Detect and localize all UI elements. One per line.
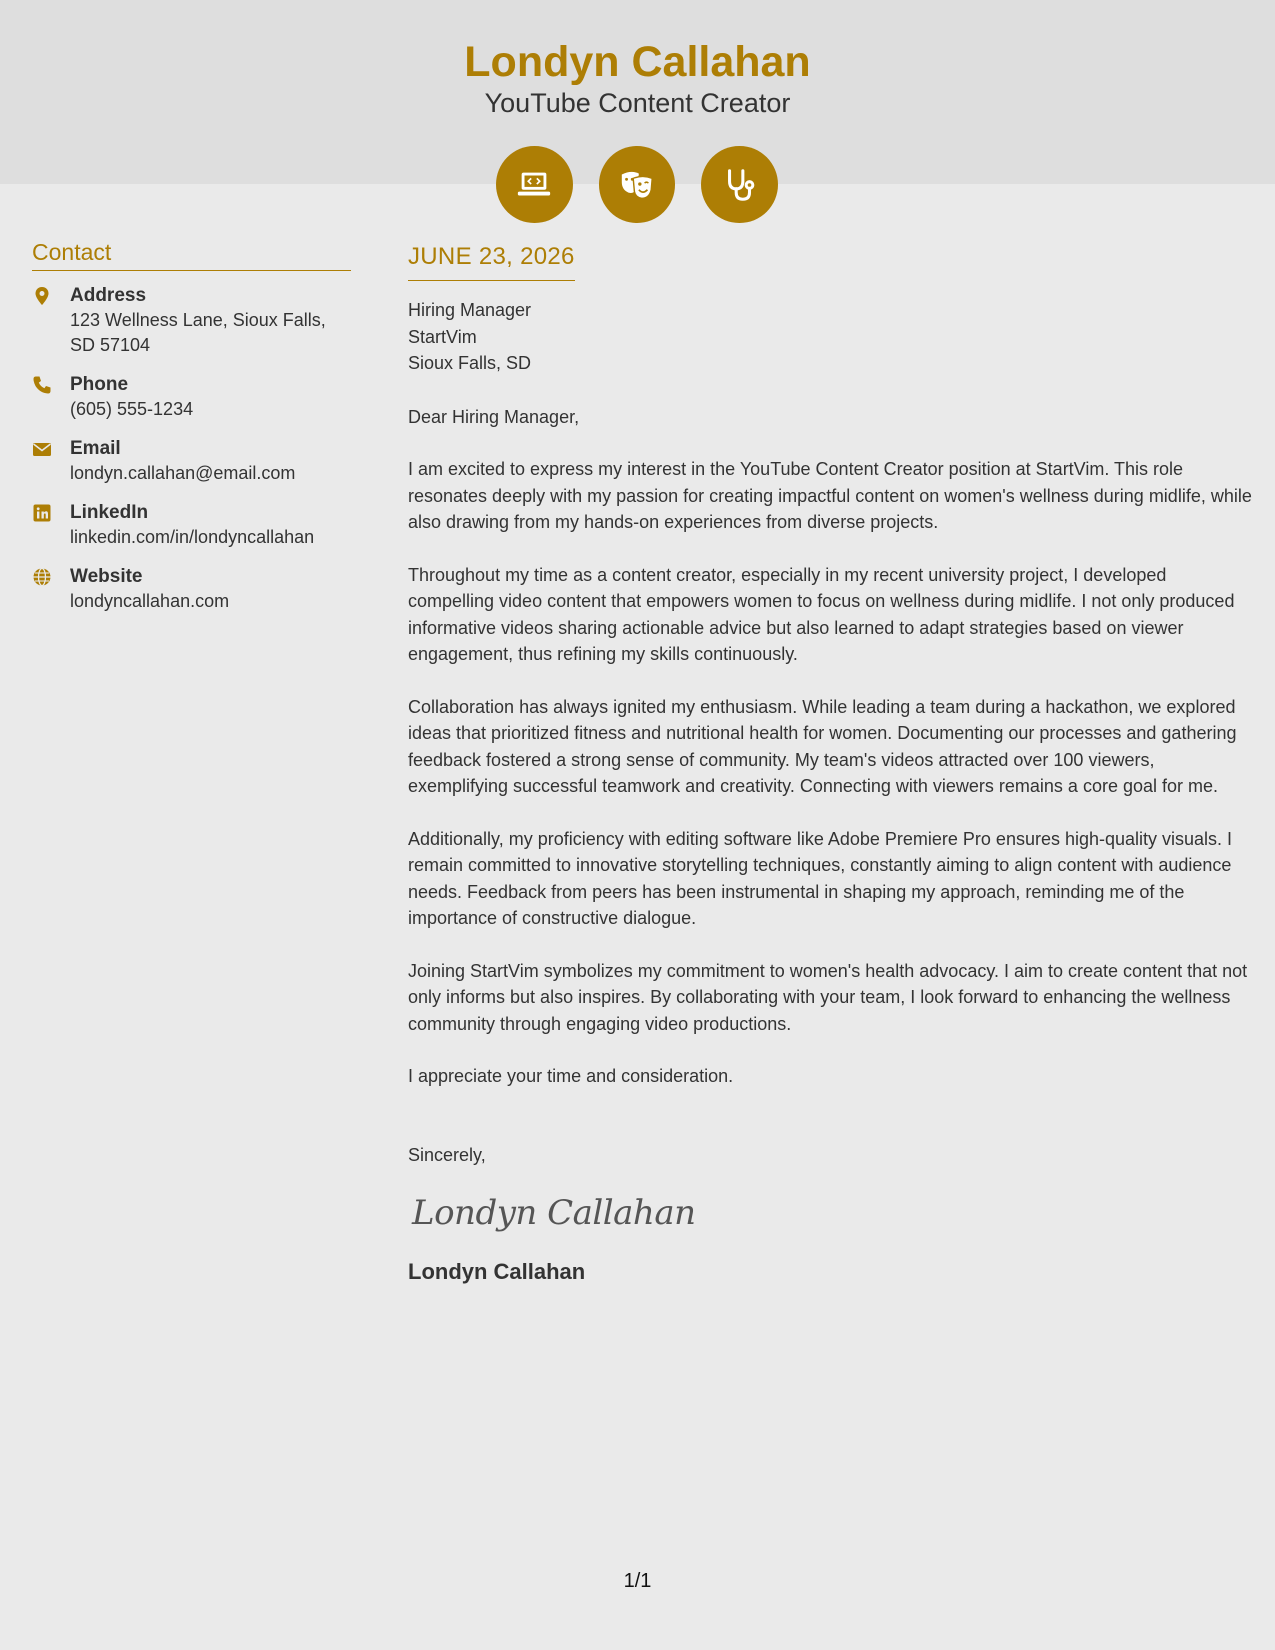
paragraph: Joining StartVim symbolizes my commitment to women's health advocacy. I aim to create content that not only informs but also inspires. By collaborating with your team, I look forward to enhancing the wellness community through engaging video productions. bbox=[408, 960, 1248, 1034]
paragraph: I am excited to express my interest in the YouTube Content Creator position at StartVim. This role resonates deeply with my passion for creating impactful content on women's wellness during midlife, while also drawing from my hands-on experiences from diverse projects. bbox=[408, 459, 1252, 532]
contact-list bbox=[32, 283, 351, 614]
header-icons bbox=[496, 146, 778, 223]
contact-value: (605) 555-1234 bbox=[70, 399, 194, 419]
paragraph: Additionally, my proficiency with editing software like Adobe Premiere Pro ensures high-quality visuals. I remain committed to innovative storytelling techniques, constantly aiming to align content with audience needs. Feedback from peers has been instrumental in shaping my approach, reminding me of the importance of constructive dialogue. bbox=[408, 828, 1233, 928]
theater-masks-icon bbox=[599, 146, 676, 223]
contact-item-linkedin bbox=[32, 500, 351, 550]
phone-icon bbox=[32, 372, 70, 422]
laptop-code-icon bbox=[496, 146, 573, 223]
letter-body bbox=[408, 240, 1253, 1286]
paragraph: Collaboration has always ignited my enthusiasm. While leading a team during a hackathon, we explored ideas that prioritized fitness and nutritional health for women. Documenting our processes and gathering feedback fostered a strong sense of community. My team's videos attracted over 100 viewers, exemplifying successful teamwork and creativity. Connecting with viewers remains a core goal for me. bbox=[408, 696, 1237, 796]
envelope-icon bbox=[32, 436, 70, 486]
contact-sidebar bbox=[32, 238, 351, 628]
contact-item-address bbox=[32, 283, 351, 358]
contact-label: Phone bbox=[70, 374, 129, 395]
contact-item-phone bbox=[32, 372, 351, 422]
greeting: Dear Hiring Manager, bbox=[408, 406, 580, 427]
contact-label: LinkedIn bbox=[70, 502, 149, 523]
linkedin-icon bbox=[32, 500, 70, 550]
recipient-line: Hiring Manager bbox=[408, 300, 532, 320]
signature: Londyn Callahan bbox=[412, 1193, 696, 1233]
globe-icon bbox=[32, 564, 70, 614]
contact-value: londyn.callahan@email.com bbox=[70, 463, 296, 483]
contact-value: linkedin.com/in/londyncallahan bbox=[70, 527, 315, 547]
map-marker-icon bbox=[32, 283, 70, 358]
letter-date: JUNE 23, 2026 bbox=[408, 240, 575, 281]
contact-heading: Contact bbox=[32, 238, 351, 271]
contact-value: 123 Wellness Lane, Sioux Falls, SD 57104 bbox=[70, 310, 326, 355]
contact-item-email bbox=[32, 436, 351, 486]
contact-label: Website bbox=[70, 566, 143, 587]
stethoscope-icon bbox=[701, 146, 778, 223]
paragraph: I appreciate your time and consideration. bbox=[408, 1066, 734, 1086]
candidate-name: Londyn Callahan bbox=[464, 38, 811, 86]
recipient-block bbox=[408, 297, 1253, 377]
closing: Sincerely, bbox=[408, 1144, 486, 1165]
paragraph: Throughout my time as a content creator, especially in my recent university project, I developed compelling video content that empowers women to focus on wellness during midlife. I not only produced informative videos sharing actionable advice but also learned to adapt strategies based on viewer engagement, thus refining my skills continuously. bbox=[408, 564, 1235, 664]
job-title: YouTube Content Creator bbox=[484, 88, 791, 118]
contact-item-website bbox=[32, 564, 351, 614]
contact-label: Email bbox=[70, 438, 121, 459]
signer-name: Londyn Callahan bbox=[408, 1259, 586, 1284]
recipient-line: Sioux Falls, SD bbox=[408, 353, 532, 373]
contact-value: londyncallahan.com bbox=[70, 591, 230, 611]
page-number: 1/1 bbox=[623, 1570, 652, 1592]
recipient-line: StartVim bbox=[408, 326, 477, 347]
contact-label: Address bbox=[70, 285, 147, 306]
